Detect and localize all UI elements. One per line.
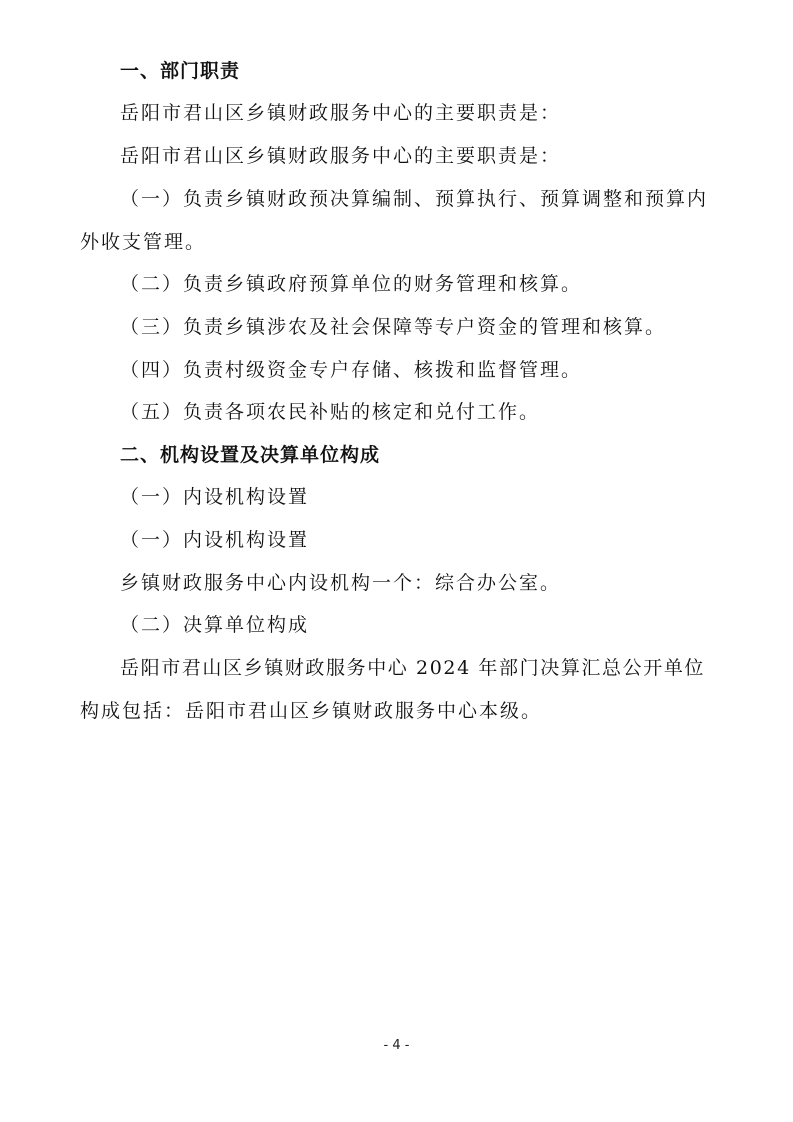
duty-intro-paragraph-repeat: 岳阳市君山区乡镇财政服务中心的主要职责是： <box>120 145 562 167</box>
duty-intro-paragraph: 岳阳市君山区乡镇财政服务中心的主要职责是： <box>120 102 562 124</box>
unit-composition-continuation: 构成包括：岳阳市君山区乡镇财政服务中心本级。 <box>80 700 543 722</box>
duty-item-4: （四）负责村级资金专户存储、核拨和监督管理。 <box>120 359 583 381</box>
internal-organization-text: 乡镇财政服务中心内设机构一个：综合办公室。 <box>120 572 562 594</box>
duty-item-1: （一）负责乡镇财政预决算编制、预算执行、预算调整和预算内 <box>120 188 709 210</box>
unit-composition-paragraph: 岳阳市君山区乡镇财政服务中心 2024 年部门决算汇总公开单位 <box>120 657 706 679</box>
subheading-internal-organization: （一）内设机构设置 <box>120 486 310 508</box>
duty-item-5: （五）负责各项农民补贴的核定和兑付工作。 <box>120 401 541 423</box>
subheading-internal-organization-repeat: （一）内设机构设置 <box>120 529 310 551</box>
page-number: - 4 - <box>383 1038 410 1053</box>
duty-item-1-continuation: 外收支管理。 <box>80 231 207 253</box>
subheading-unit-composition: （二）决算单位构成 <box>120 614 310 636</box>
section-heading-duties: 一、部门职责 <box>120 60 241 82</box>
section-heading-organization: 二、机构设置及决算单位构成 <box>120 444 381 466</box>
duty-item-3: （三）负责乡镇涉农及社会保障等专户资金的管理和核算。 <box>120 316 667 338</box>
duty-item-2: （二）负责乡镇政府预算单位的财务管理和核算。 <box>120 273 583 295</box>
